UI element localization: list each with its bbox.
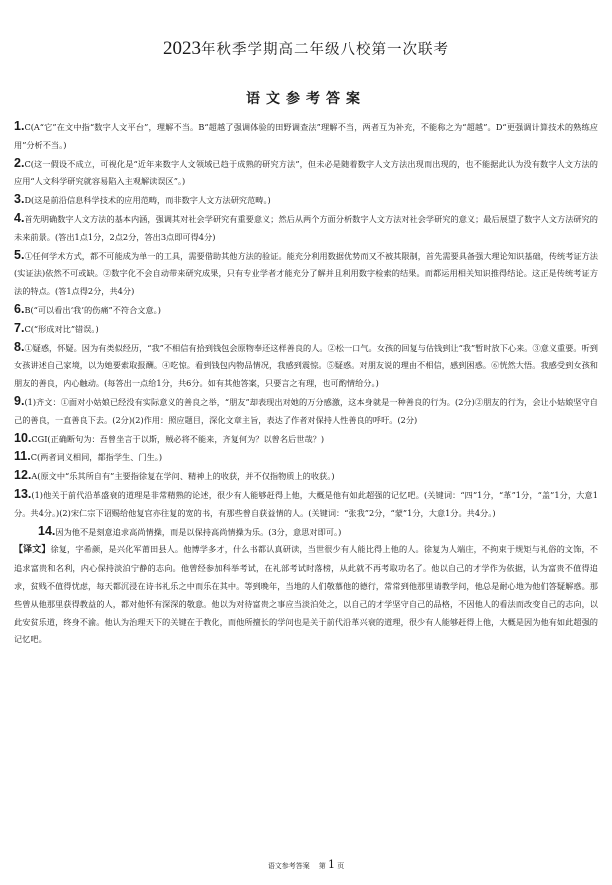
answer-item bbox=[14, 301, 598, 320]
exam-year: 2023 bbox=[163, 38, 201, 59]
answer-number: 5. bbox=[14, 247, 25, 262]
exam-header bbox=[0, 38, 612, 60]
answer-item bbox=[14, 155, 598, 192]
answer-text: C(两者词义相同，都指学生、门生。) bbox=[30, 452, 163, 463]
answer-text: 因为他不是刻意追求高尚情操，而是以保持高尚情操为乐。(3分，意思对即可。) bbox=[55, 526, 342, 537]
answer-item bbox=[14, 430, 598, 449]
answer-item bbox=[14, 393, 598, 430]
answer-item bbox=[14, 320, 598, 339]
answer-text: C(A“它”在文中指“数字人文平台”，理解不当。B“超越了强调体验的田野调查法”理解不当，两者互为补充，不能称之为“超越”。D“更强调计算技术的熟练应用”分析不当。) bbox=[14, 122, 598, 150]
footer-page-label: 第 bbox=[318, 862, 326, 870]
answer-item bbox=[14, 247, 598, 301]
answer-number: 14. bbox=[38, 523, 56, 538]
answer-list bbox=[14, 118, 598, 649]
page-title: 语文参考答案 bbox=[246, 91, 366, 107]
answer-number: 11. bbox=[14, 449, 31, 464]
footer-page-number: 1 bbox=[327, 858, 335, 871]
answer-text: ①任何学术方式，都不可能成为单一的工具，需要借助其他方法的验证。能充分利用数据优势而又不被其限制，首先需要具备强大理论知识基础，传统考证方法(实证法)依然不可或缺。②数字化不会自动带来研究成果，只有专业学者才能充分了解并且利用数字检索的结果。而都运用相关知识推得结论。这正是传统考证方法的特点。(答1点得2分，共4分) bbox=[14, 250, 598, 297]
answer-number: 13. bbox=[14, 486, 32, 501]
page-footer bbox=[0, 858, 612, 871]
answer-text: 徐复，字希颜，是兴化军莆田县人。他博学多才，什么书都认真研读，当世很少有人能比得上他的人。徐复为人端庄，不拘束于规矩与礼俗的文饰，不追求富贵和名利，内心保持淡泊宁静的志向。他曾经参加科举考试，在礼部考试时落榜，从此就不再考取功名了。他以自己的才学作为依据，认为富贵不值得追求，贫贱不值得忧虑，每天都沉浸在诗书礼乐之中而乐在其中。等到晚年，当地的人们敬慕他的德行，常常到他那里请教学问，他总是耐心地为他们答疑解惑。那些曾从他那里获得教益的人，都对他怀有深深的敬意。他以为对待富贵之事应当淡泊处之，以自己的才学坚守自己的品格，不因他人的看法而改变自己的志向，以此安贫乐道，终身不渝。他认为治理天下的关键在于教化，而他所擅长的学问也是关于前代沿革兴衰的道理，很少有人能够赶得上他，大概是因为他有如此超强的记忆吧。 bbox=[14, 544, 598, 645]
answer-item bbox=[14, 191, 598, 210]
translation-tag: 【译文】 bbox=[14, 545, 51, 556]
answer-number: 9. bbox=[14, 393, 25, 408]
answer-item bbox=[14, 210, 598, 247]
answer-text: D(这是前沿信息科学技术的应用范畴，而非数字人文方法研究范畴。) bbox=[24, 195, 271, 206]
answer-text: B(“可以看出‘我’的伤痛”不符合文意。) bbox=[24, 304, 161, 315]
footer-page-unit: 页 bbox=[337, 862, 345, 870]
answer-text: (1)他关于前代沿革盛衰的道理是非常精熟的论述，很少有人能够赶得上他，大概是他有如此超强的记忆吧。(关键词：“四”1分，“革”1分，“盖”1分，大意1分。共4分。)(2)宋仁宗下诏赐给他复官亦往复的宽的书，有那些曾自获益情的人。(关键词：“张我”2分，“蒙”1分，大意1分。共4分。) bbox=[14, 489, 598, 518]
footer-doc-name: 语文参考答案 bbox=[267, 862, 310, 870]
answer-item bbox=[14, 118, 598, 155]
answer-number: 7. bbox=[14, 320, 25, 335]
answer-text: ①疑惑，怀疑。因为有类似经历，“我”不相信有拾到钱包会原物奉还这样善良的人。②松一口气。女孩的回复与估钱到让“我”暂时放下心来。③意义重要。听到女孩讲述自己家境，以为她要索取报酬。④吃惊。看到钱包内物品情况，我感到震惊。⑤疑惑。对朋友说的理由不相信，感到困惑。⑥恍然大悟。我感受到女孩和朋友的善良，内心触动。(每答出一点给1分，共6分。如有其他答案，只要言之有理，也可酌情给分。) bbox=[14, 342, 598, 389]
answer-item bbox=[14, 339, 598, 393]
answer-number: 8. bbox=[14, 339, 25, 354]
answer-text: 首先明确数字人文方法的基本内涵，强调其对社会学研究有重要意义；然后从两个方面分析数字人文方法对社会学研究的意义；最后展望了数字人文方法研究的未来前景。(答出1点1分，2点2分，答出3点即可得4分) bbox=[14, 213, 598, 242]
answer-text: C(这一假设不成立，可视化是“近年来数字人文领域已趋于成熟的研究方法”，但未必是随着数字人文方法出现而出现的，也不能据此认为没有数字人文方法的应用“人文科学研究就容易陷入主观解读误区”。) bbox=[14, 158, 598, 187]
answer-text: C(“形成对比”错误。) bbox=[24, 323, 99, 334]
answer-item bbox=[14, 448, 598, 467]
answer-text: CGI(正确断句为：吾曾坐言于以斯，贼必将不能来，齐复何为？以曾名后世哉？) bbox=[31, 433, 325, 444]
answer-number: 3. bbox=[14, 192, 25, 207]
answer-text: A(原文中“乐其所自有”主要指徐复在学问、精神上的收获，并不仅指物质上的收获。) bbox=[31, 471, 335, 482]
answer-item bbox=[14, 523, 598, 542]
exam-name: 年秋季学期高二年级八校第一次联考 bbox=[201, 42, 449, 58]
answer-item bbox=[14, 467, 598, 486]
answer-number: 4. bbox=[14, 210, 25, 225]
answer-number: 10. bbox=[14, 430, 32, 445]
answer-item bbox=[14, 541, 598, 649]
answer-number: 2. bbox=[14, 155, 25, 170]
answer-number: 12. bbox=[14, 468, 32, 483]
answer-number: 6. bbox=[14, 301, 25, 316]
answer-number: 1. bbox=[14, 119, 25, 133]
answer-item bbox=[14, 486, 598, 523]
answer-text: (1)齐文：①面对小姑娘已经没有实际意义的善良之举，“朋友”却表现出对她的万分感激，这本身就是一种善良的行为。(2分)②朋友的行为，会让小姑娘坚守自己的善良，一直善良下去。(2分)(2)作用：照应题目，深化文章主旨，表达了作者对保持人性善良的呼吁。(2分) bbox=[14, 396, 598, 425]
